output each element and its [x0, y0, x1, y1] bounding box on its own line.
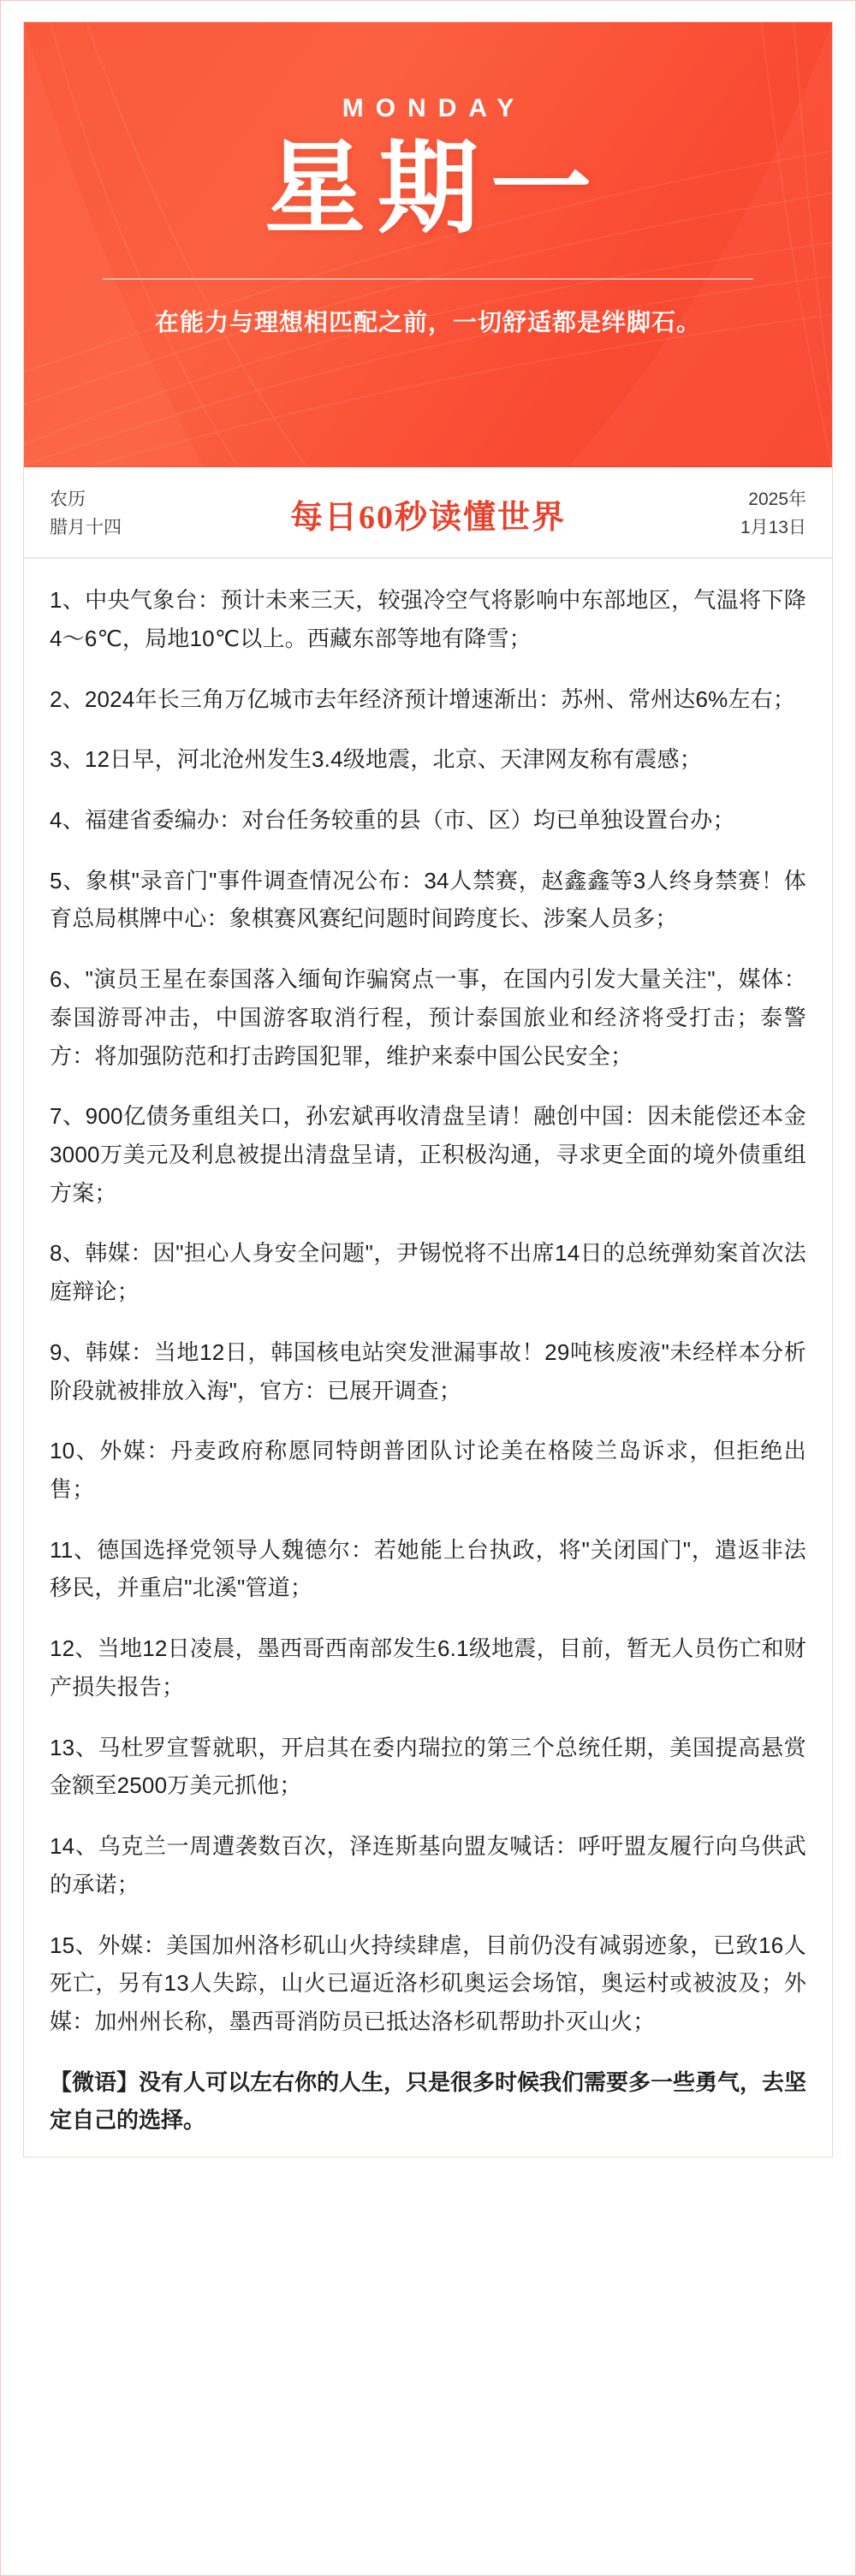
hero-quote: 在能力与理想相匹配之前，一切舒适都是绊脚石。 — [154, 309, 701, 336]
lunar-date: 腊月十四 — [50, 517, 122, 537]
footer-note: 【微语】没有人可以左右你的人生，只是很多时候我们需要多一些勇气，去坚定自己的选择。 — [50, 2069, 807, 2134]
hero-weekday-english: MONDAY — [342, 94, 526, 122]
hero-weekday-chinese: 星期一 — [264, 134, 603, 246]
list-item: 7、900亿债务重组关口，孙宏斌再收清盘呈请！融创中国：因未能偿还本金3000万美元及利息被提出清盘呈请，正积极沟通，寻求更全面的境外债重组方案； — [50, 1103, 806, 1206]
list-item: 11、德国选择党领导人魏德尔：若她能上台执政，将"关闭国门"，遣返非法移民，并重启"北溪"管道； — [50, 1536, 806, 1601]
list-item: 9、韩媒：当地12日，韩国核电站突发泄漏事故！29吨核废液"未经样本分析阶段就被排放入海"，官方：已展开调查； — [50, 1338, 806, 1404]
list-item: 15、外媒：美国加州洛杉矶山火持续肆虐，目前仍没有减弱迹象，已致16人死亡，另有13人失踪，山火已逼近洛杉矶奥运会场馆，奥运村或被波及；外媒：加州州长称，墨西哥消防员已抵达洛杉矶帮助扑灭山火； — [50, 1932, 806, 2034]
date-year: 2025年 — [748, 490, 806, 509]
list-item: 13、马杜罗宣誓就职，开启其在委内瑞拉的第三个总统任期，美国提高悬赏金额至2500万美元抓他； — [50, 1734, 806, 1799]
meta-bar — [24, 467, 832, 559]
lunar-date-block — [50, 486, 178, 542]
gregorian-date-block — [678, 486, 806, 542]
list-item: 1、中央气象台：预计未来三天，较强冷空气将影响中东部地区，气温将下降4～6℃，局地10℃以上。西藏东部等地有降雪； — [50, 587, 806, 651]
list-item: 2、2024年长三角万亿城市去年经济预计增速渐出：苏州、常州达6%左右； — [50, 686, 796, 712]
hero-banner — [24, 22, 832, 467]
list-item: 3、12日早，河北沧州发生3.4级地震，北京、天津网友称有震感； — [50, 746, 702, 773]
list-item: 12、当地12日凌晨，墨西哥西南部发生6.1级地震，目前，暂无人员伤亡和财产损失报告； — [50, 1635, 806, 1700]
hero-divider — [103, 278, 753, 280]
page-title: 每日60秒读懂世界 — [289, 500, 566, 537]
list-item: 14、乌克兰一周遭袭数百次，泽连斯基向盟友喊话：呼吁盟友履行向乌供武的承诺； — [50, 1833, 806, 1897]
list-item: 5、象棋"录音门"事件调查情况公布：34人禁赛，赵鑫鑫等3人终身禁赛！体育总局棋牌中心：象棋赛风赛纪问题时间跨度长、涉案人员多； — [50, 867, 806, 932]
list-item: 10、外媒：丹麦政府称愿同特朗普团队讨论美在格陵兰岛诉求，但拒绝出售； — [50, 1438, 806, 1503]
lunar-label: 农历 — [50, 490, 86, 509]
list-item: 6、"演员王星在泰国落入缅甸诈骗窝点一事，在国内引发大量关注"，媒体：泰国游哥冲击，中国游客取消行程，预计泰国旅业和经济将受打击；泰警方：将加强防范和打击跨国犯罪，维护来泰中国公民安全； — [50, 966, 806, 1069]
date-monthday: 1月13日 — [740, 517, 806, 537]
list-item: 8、韩媒：因"担心人身安全问题"，尹锡悦将不出席14日的总统弹劾案首次法庭辩论； — [50, 1240, 806, 1305]
news-list — [24, 559, 832, 2157]
card-inner — [23, 21, 833, 2158]
list-item: 4、福建省委编办：对台任务较重的县（市、区）均已单独设置台办； — [50, 806, 735, 833]
